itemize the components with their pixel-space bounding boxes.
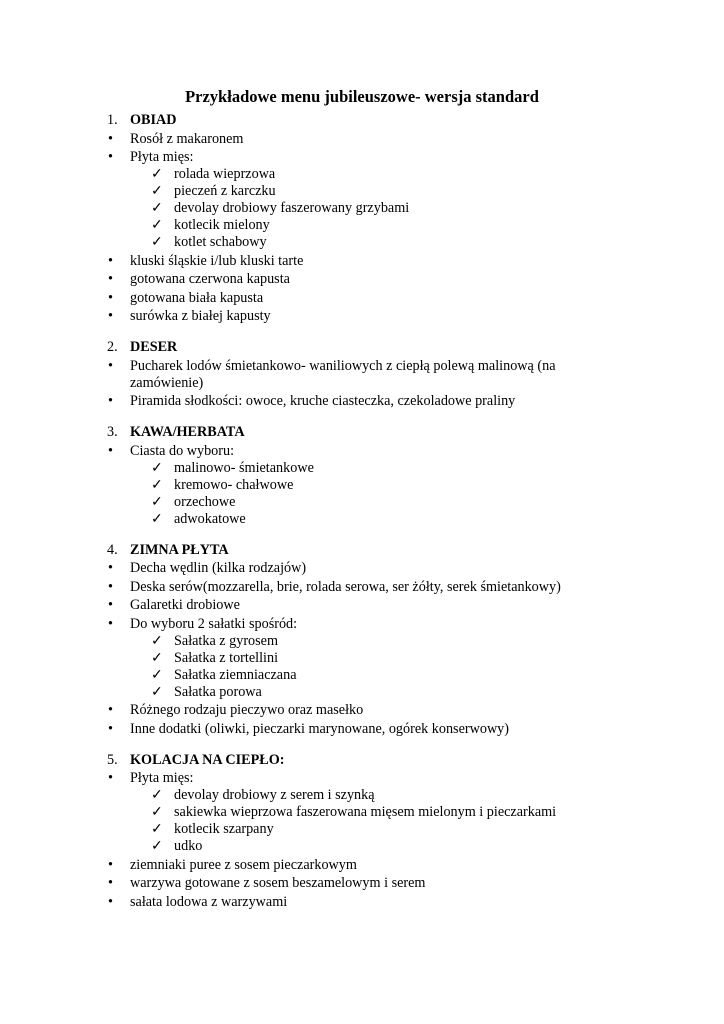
menu-subitem [0, 838, 724, 855]
menu-subitem [0, 494, 724, 511]
checkmark-icon: ✓ [151, 493, 163, 510]
menu-item-text: kluski śląskie i/lub kluski tarte [130, 252, 304, 269]
menu-item [0, 721, 724, 738]
menu-subitem [0, 200, 724, 217]
checkmark-icon: ✓ [151, 821, 163, 837]
bullet-dot-icon: • [108, 130, 113, 147]
bullet-dot-icon: • [108, 875, 113, 891]
section-heading-text: KAWA/HERBATA [130, 424, 245, 440]
section-heading [0, 752, 724, 769]
menu-subitem [0, 234, 724, 251]
menu-subitem-text: kotlecik szarpany [174, 821, 274, 837]
menu-subitem [0, 821, 724, 838]
menu-item-text: Galaretki drobiowe [130, 597, 240, 613]
menu-subitem [0, 217, 724, 234]
menu-item-text: Piramida słodkości: owoce, kruche ciasteczka, czekoladowe praliny [130, 393, 516, 409]
bullet-dot-icon: • [108, 702, 113, 718]
menu-item-text: Deska serów(mozzarella, brie, rolada serowa, ser żółty, serek śmietankowy) [130, 578, 561, 595]
section-number: 2. [107, 339, 118, 355]
menu-content [0, 112, 724, 925]
menu-subitem-text: kotlecik mielony [174, 217, 270, 233]
checkmark-icon: ✓ [151, 838, 163, 854]
menu-item [0, 393, 724, 410]
checkmark-icon: ✓ [151, 632, 163, 649]
bullet-dot-icon: • [108, 615, 113, 632]
bullet-dot-icon: • [108, 560, 113, 576]
menu-item-text: Inne dodatki (oliwki, pieczarki marynowane, ogórek konserwowy) [130, 720, 510, 737]
menu-item [0, 579, 724, 596]
menu-item-text: Do wyboru 2 sałatki spośród: [130, 615, 298, 632]
section-number: 4. [107, 541, 118, 558]
menu-item [0, 597, 724, 614]
bullet-dot-icon: • [108, 271, 113, 287]
menu-subitem-text: adwokatowe [174, 510, 246, 527]
menu-subitem-text: Sałatka ziemniaczana [174, 666, 297, 683]
menu-item [0, 253, 724, 270]
menu-subitem [0, 667, 724, 684]
menu-subitem-text: Sałatka porowa [174, 683, 262, 700]
menu-subitem [0, 460, 724, 477]
menu-item-text: sałata lodowa z warzywami [130, 893, 288, 910]
document-title: Przykładowe menu jubileuszowe- wersja standard [185, 87, 539, 106]
bullet-dot-icon: • [108, 770, 113, 786]
section-heading-text: OBIAD [130, 112, 177, 128]
bullet-dot-icon: • [108, 252, 113, 269]
section-number: 3. [107, 424, 118, 440]
menu-item-text: Pucharek lodów śmietankowo- waniliowych z ciepłą polewą malinową (na zamówienie) [130, 357, 556, 391]
menu-section [0, 339, 724, 410]
section-number: 1. [107, 112, 118, 128]
menu-subitem-text: kremowo- chałwowe [174, 476, 294, 493]
bullet-dot-icon: • [108, 308, 113, 324]
section-heading [0, 339, 724, 356]
menu-item-text: warzywa gotowane z sosem beszamelowym i serem [130, 875, 426, 891]
menu-item [0, 308, 724, 325]
menu-subitem [0, 477, 724, 494]
menu-section [0, 752, 724, 911]
checkmark-icon: ✓ [151, 234, 163, 250]
checkmark-icon: ✓ [151, 183, 163, 199]
section-heading-text: ZIMNA PŁYTA [130, 541, 229, 558]
checkmark-icon: ✓ [151, 683, 163, 700]
menu-item [0, 560, 724, 577]
bullet-dot-icon: • [108, 442, 113, 459]
menu-subitem [0, 804, 724, 821]
checkmark-icon: ✓ [151, 166, 163, 182]
menu-item [0, 857, 724, 874]
section-heading-text: DESER [130, 339, 178, 355]
menu-item [0, 131, 724, 148]
menu-subitem [0, 650, 724, 667]
menu-item [0, 875, 724, 892]
menu-subitem [0, 511, 724, 528]
menu-item [0, 443, 724, 460]
menu-subitem [0, 684, 724, 701]
menu-item [0, 894, 724, 911]
menu-subitem-text: kotlet schabowy [174, 234, 267, 250]
menu-subitem-text: orzechowe [174, 493, 236, 510]
menu-subitem-text: Sałatka z gyrosem [174, 632, 279, 649]
checkmark-icon: ✓ [151, 787, 163, 803]
menu-subitem-text: malinowo- śmietankowe [174, 459, 314, 476]
menu-item-text: Rosół z makaronem [130, 130, 244, 147]
checkmark-icon: ✓ [151, 510, 163, 527]
menu-item-text: ziemniaki puree z sosem pieczarkowym [130, 856, 357, 873]
checkmark-icon: ✓ [151, 217, 163, 233]
bullet-dot-icon: • [108, 393, 113, 409]
section-number: 5. [107, 751, 118, 768]
checkmark-icon: ✓ [151, 476, 163, 493]
menu-item-text: Płyta mięs: [130, 149, 194, 165]
menu-subitem [0, 166, 724, 183]
menu-subitem [0, 183, 724, 200]
bullet-dot-icon: • [108, 578, 113, 595]
menu-item-text: Płyta mięs: [130, 770, 194, 786]
menu-subitem [0, 633, 724, 650]
menu-subitem-text: devolay drobiowy z serem i szynką [174, 787, 375, 803]
bullet-dot-icon: • [108, 720, 113, 737]
checkmark-icon: ✓ [151, 649, 163, 666]
menu-item-text: Różnego rodzaju pieczywo oraz masełko [130, 702, 364, 718]
menu-subitem-text: sakiewka wieprzowa faszerowana mięsem mielonym i pieczarkami [174, 804, 557, 820]
checkmark-icon: ✓ [151, 804, 163, 820]
menu-item [0, 358, 724, 392]
menu-item-text: Ciasta do wyboru: [130, 442, 235, 459]
bullet-dot-icon: • [108, 856, 113, 873]
checkmark-icon: ✓ [151, 200, 163, 216]
menu-subitem-text: rolada wieprzowa [174, 166, 276, 182]
menu-item-text: surówka z białej kapusty [130, 308, 271, 324]
menu-subitem-text: Sałatka z tortellini [174, 649, 279, 666]
bullet-dot-icon: • [108, 289, 113, 306]
menu-item [0, 149, 724, 166]
bullet-dot-icon: • [108, 893, 113, 910]
menu-item [0, 616, 724, 633]
checkmark-icon: ✓ [151, 459, 163, 476]
bullet-dot-icon: • [108, 149, 113, 165]
menu-item-text: gotowana biała kapusta [130, 289, 264, 306]
menu-subitem-text: udko [174, 838, 203, 854]
menu-item-text: gotowana czerwona kapusta [130, 271, 290, 287]
menu-subitem-text: devolay drobiowy faszerowany grzybami [174, 200, 410, 216]
section-heading [0, 424, 724, 441]
bullet-dot-icon: • [108, 597, 113, 613]
section-heading-text: KOLACJA NA CIEPŁO: [130, 751, 285, 768]
menu-item [0, 271, 724, 288]
menu-item [0, 702, 724, 719]
menu-section [0, 112, 724, 325]
section-heading [0, 542, 724, 559]
menu-section [0, 424, 724, 528]
menu-item [0, 290, 724, 307]
menu-subitem [0, 787, 724, 804]
menu-item [0, 770, 724, 787]
menu-section [0, 542, 724, 738]
bullet-dot-icon: • [108, 357, 113, 374]
menu-item-text: Decha wędlin (kilka rodzajów) [130, 560, 307, 576]
section-heading [0, 112, 724, 129]
menu-subitem-text: pieczeń z karczku [174, 183, 276, 199]
checkmark-icon: ✓ [151, 666, 163, 683]
